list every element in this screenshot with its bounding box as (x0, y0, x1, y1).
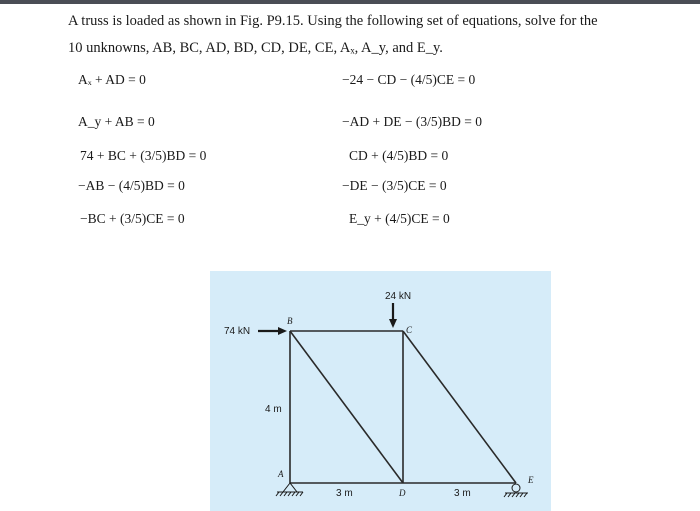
equation-left-4: −AB − (4/5)BD = 0 (78, 178, 185, 193)
load-label-74kn: 74 kN (224, 326, 251, 337)
truss-diagram (210, 271, 551, 511)
equation-right-1: −24 − CD − (4/5)CE = 0 (342, 72, 476, 87)
dimension-label-height: 4 m (265, 404, 282, 415)
truss-figure (210, 271, 551, 511)
equation-right-4: −DE − (3/5)CE = 0 (342, 178, 447, 193)
node-label-b: B (287, 316, 293, 326)
node-label-d: D (399, 488, 406, 498)
member-bd (290, 331, 403, 483)
dimension-label-span-left: 3 m (336, 488, 353, 499)
pin-support-a (276, 483, 303, 496)
equation-left-3: 74 + BC + (3/5)BD = 0 (80, 148, 207, 163)
load-arrow-horizontal (258, 327, 287, 335)
equation-right-2: −AD + DE − (3/5)BD = 0 (342, 114, 482, 129)
equation-right-3: CD + (4/5)BD = 0 (349, 148, 449, 163)
node-label-a: A (278, 469, 284, 479)
node-label-c: C (406, 325, 413, 335)
load-label-24kn: 24 kN (385, 291, 412, 302)
problem-line-1: A truss is loaded as shown in Fig. P9.15. Using the following set of equations, solve for the (68, 13, 598, 29)
equation-left-2: A_y + AB = 0 (78, 114, 155, 129)
equation-left-5: −BC + (3/5)CE = 0 (80, 211, 185, 226)
member-ce (403, 331, 516, 483)
dimension-label-span-right: 3 m (454, 488, 471, 499)
node-label-e: E (528, 475, 534, 485)
roller-support-e (504, 484, 528, 497)
top-bar (0, 0, 700, 4)
load-arrow-vertical (389, 303, 397, 328)
equation-left-1: Aₓ + AD = 0 (78, 72, 146, 87)
equation-right-5: E_y + (4/5)CE = 0 (349, 211, 450, 226)
problem-line-2: 10 unknowns, AB, BC, AD, BD, CD, DE, CE, Aₓ, A_y, and E_y. (68, 40, 443, 56)
problem-statement (68, 8, 688, 62)
